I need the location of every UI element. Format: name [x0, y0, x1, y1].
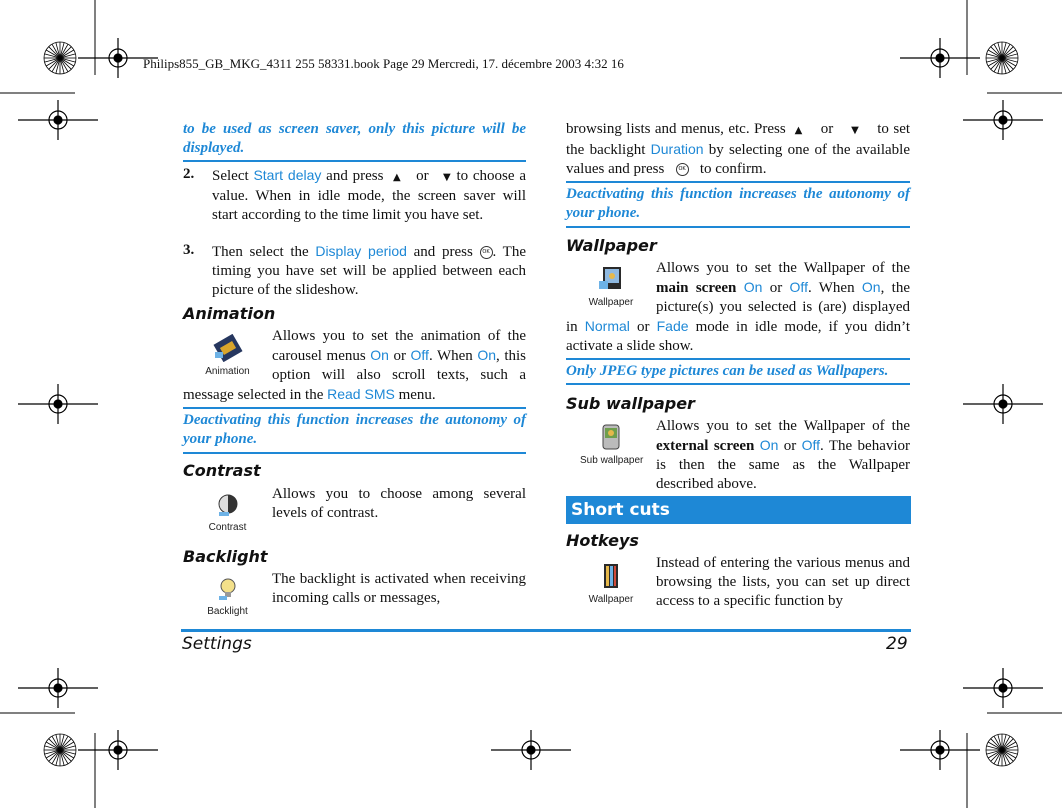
- step-2-text: Select Start delay and press ▲ or ▼ to choose a value. When in idle mode, the screen saver will start according to the time limit you have set.: [212, 167, 526, 223]
- hotkeys-menu-icon: Wallpaper: [586, 562, 636, 605]
- starburst-mark: [986, 734, 1018, 766]
- animation-heading: Animation: [183, 304, 276, 323]
- ok-key-icon: OK: [676, 163, 689, 176]
- step-number: 3.: [183, 242, 195, 258]
- backlight-heading: Backlight: [183, 547, 268, 566]
- backlight-menu-icon: Backlight: [205, 576, 250, 617]
- autonomy-note-2: Deactivating this function increases the autonomy of your phone.: [566, 186, 910, 221]
- wallpaper-menu-icon: Wallpaper: [586, 265, 636, 308]
- backlight-description: The backlight is activated when receiving incoming calls or messages,: [272, 571, 526, 606]
- crosshair-target: [18, 668, 98, 708]
- ok-key-icon: OK: [480, 246, 493, 259]
- crosshair-target: [78, 730, 158, 770]
- display-period-option: Display period: [315, 243, 407, 259]
- divider: [183, 407, 526, 409]
- step-number: 2.: [183, 166, 195, 182]
- duration-option: Duration: [650, 141, 704, 157]
- file-header: Philips855_GB_MKG_4311 255 58331.book Page 29 Mercredi, 17. décembre 2003 4:32 16: [143, 56, 624, 71]
- down-key-icon: ▼: [851, 125, 860, 136]
- hotkeys-heading: Hotkeys: [566, 531, 639, 550]
- crosshair-target: [491, 730, 571, 770]
- short-cuts-section-header: Short cuts: [566, 496, 911, 524]
- crosshair-target: [963, 668, 1043, 708]
- backlight-duration-text: browsing lists and menus, etc. Press ▲ or ▼ to set the backlight Duration by selecting one of the available values and press OK to confirm.: [566, 121, 911, 177]
- jpeg-note: Only JPEG type pictures can be used as Wallpapers.: [566, 363, 889, 379]
- footer-rule: [181, 629, 911, 632]
- divider: [183, 452, 526, 454]
- contrast-description: Allows you to choose among several levels of contrast.: [272, 486, 526, 521]
- contrast-menu-icon: Contrast: [205, 492, 250, 533]
- starburst-mark: [986, 42, 1018, 74]
- crosshair-target: [18, 100, 98, 140]
- wallpaper-description: Allows you to set the Wallpaper of the main screen On or Off. When On, the picture(s) you selected is (are) displayed in Normal or Fade mode in idle mode, if you didn’t activate a slide show.: [566, 260, 911, 354]
- animation-description: Allows you to set the animation of the carousel menus On or Off. When On, this option will also scroll texts, such a message selected in the Read SMS menu.: [183, 328, 526, 403]
- up-key-icon: ▲: [393, 172, 402, 183]
- divider: [566, 226, 910, 228]
- sub-wallpaper-description: Allows you to set the Wallpaper of the external screen On or Off. The behavior is then the same as the Wallpaper described above.: [656, 418, 911, 492]
- down-key-icon: ▼: [442, 172, 452, 183]
- start-delay-option: Start delay: [253, 167, 322, 183]
- hotkeys-description: Instead of entering the various menus and browsing the lists, you can set up direct access to a specific function by: [656, 555, 910, 609]
- footer-section-title: Settings: [182, 634, 252, 654]
- crosshair-target: [963, 100, 1043, 140]
- starburst-mark: [44, 42, 76, 74]
- page-number: 29: [886, 634, 908, 654]
- crosshair-target: [18, 384, 98, 424]
- divider: [566, 383, 910, 385]
- contrast-heading: Contrast: [183, 461, 261, 480]
- hotkeys-icon: [599, 562, 623, 590]
- sub-wallpaper-icon: [598, 423, 624, 451]
- sub-wallpaper-heading: Sub wallpaper: [566, 394, 695, 413]
- intro-text: to be used as screen saver, only this picture will be displayed.: [183, 121, 526, 156]
- divider: [566, 358, 910, 360]
- crosshair-target: [900, 38, 980, 78]
- step-3-text: Then select the Display period and press OK . The timing you have set will be applied between each picture of the slideshow.: [212, 243, 526, 298]
- animation-menu-icon: Animation: [205, 334, 250, 377]
- sub-wallpaper-menu-icon: Sub wallpaper: [580, 423, 642, 466]
- divider: [183, 160, 526, 162]
- contrast-icon: [216, 492, 240, 518]
- wallpaper-heading: Wallpaper: [566, 236, 657, 255]
- up-key-icon: ▲: [794, 125, 803, 136]
- crosshair-target: [963, 384, 1043, 424]
- starburst-mark: [44, 734, 76, 766]
- crosshair-target: [900, 730, 980, 770]
- divider: [566, 181, 910, 183]
- lightbulb-icon: [217, 576, 239, 602]
- read-sms-menu: Read SMS: [327, 386, 395, 402]
- autonomy-note: Deactivating this function increases the autonomy of your phone.: [183, 412, 526, 447]
